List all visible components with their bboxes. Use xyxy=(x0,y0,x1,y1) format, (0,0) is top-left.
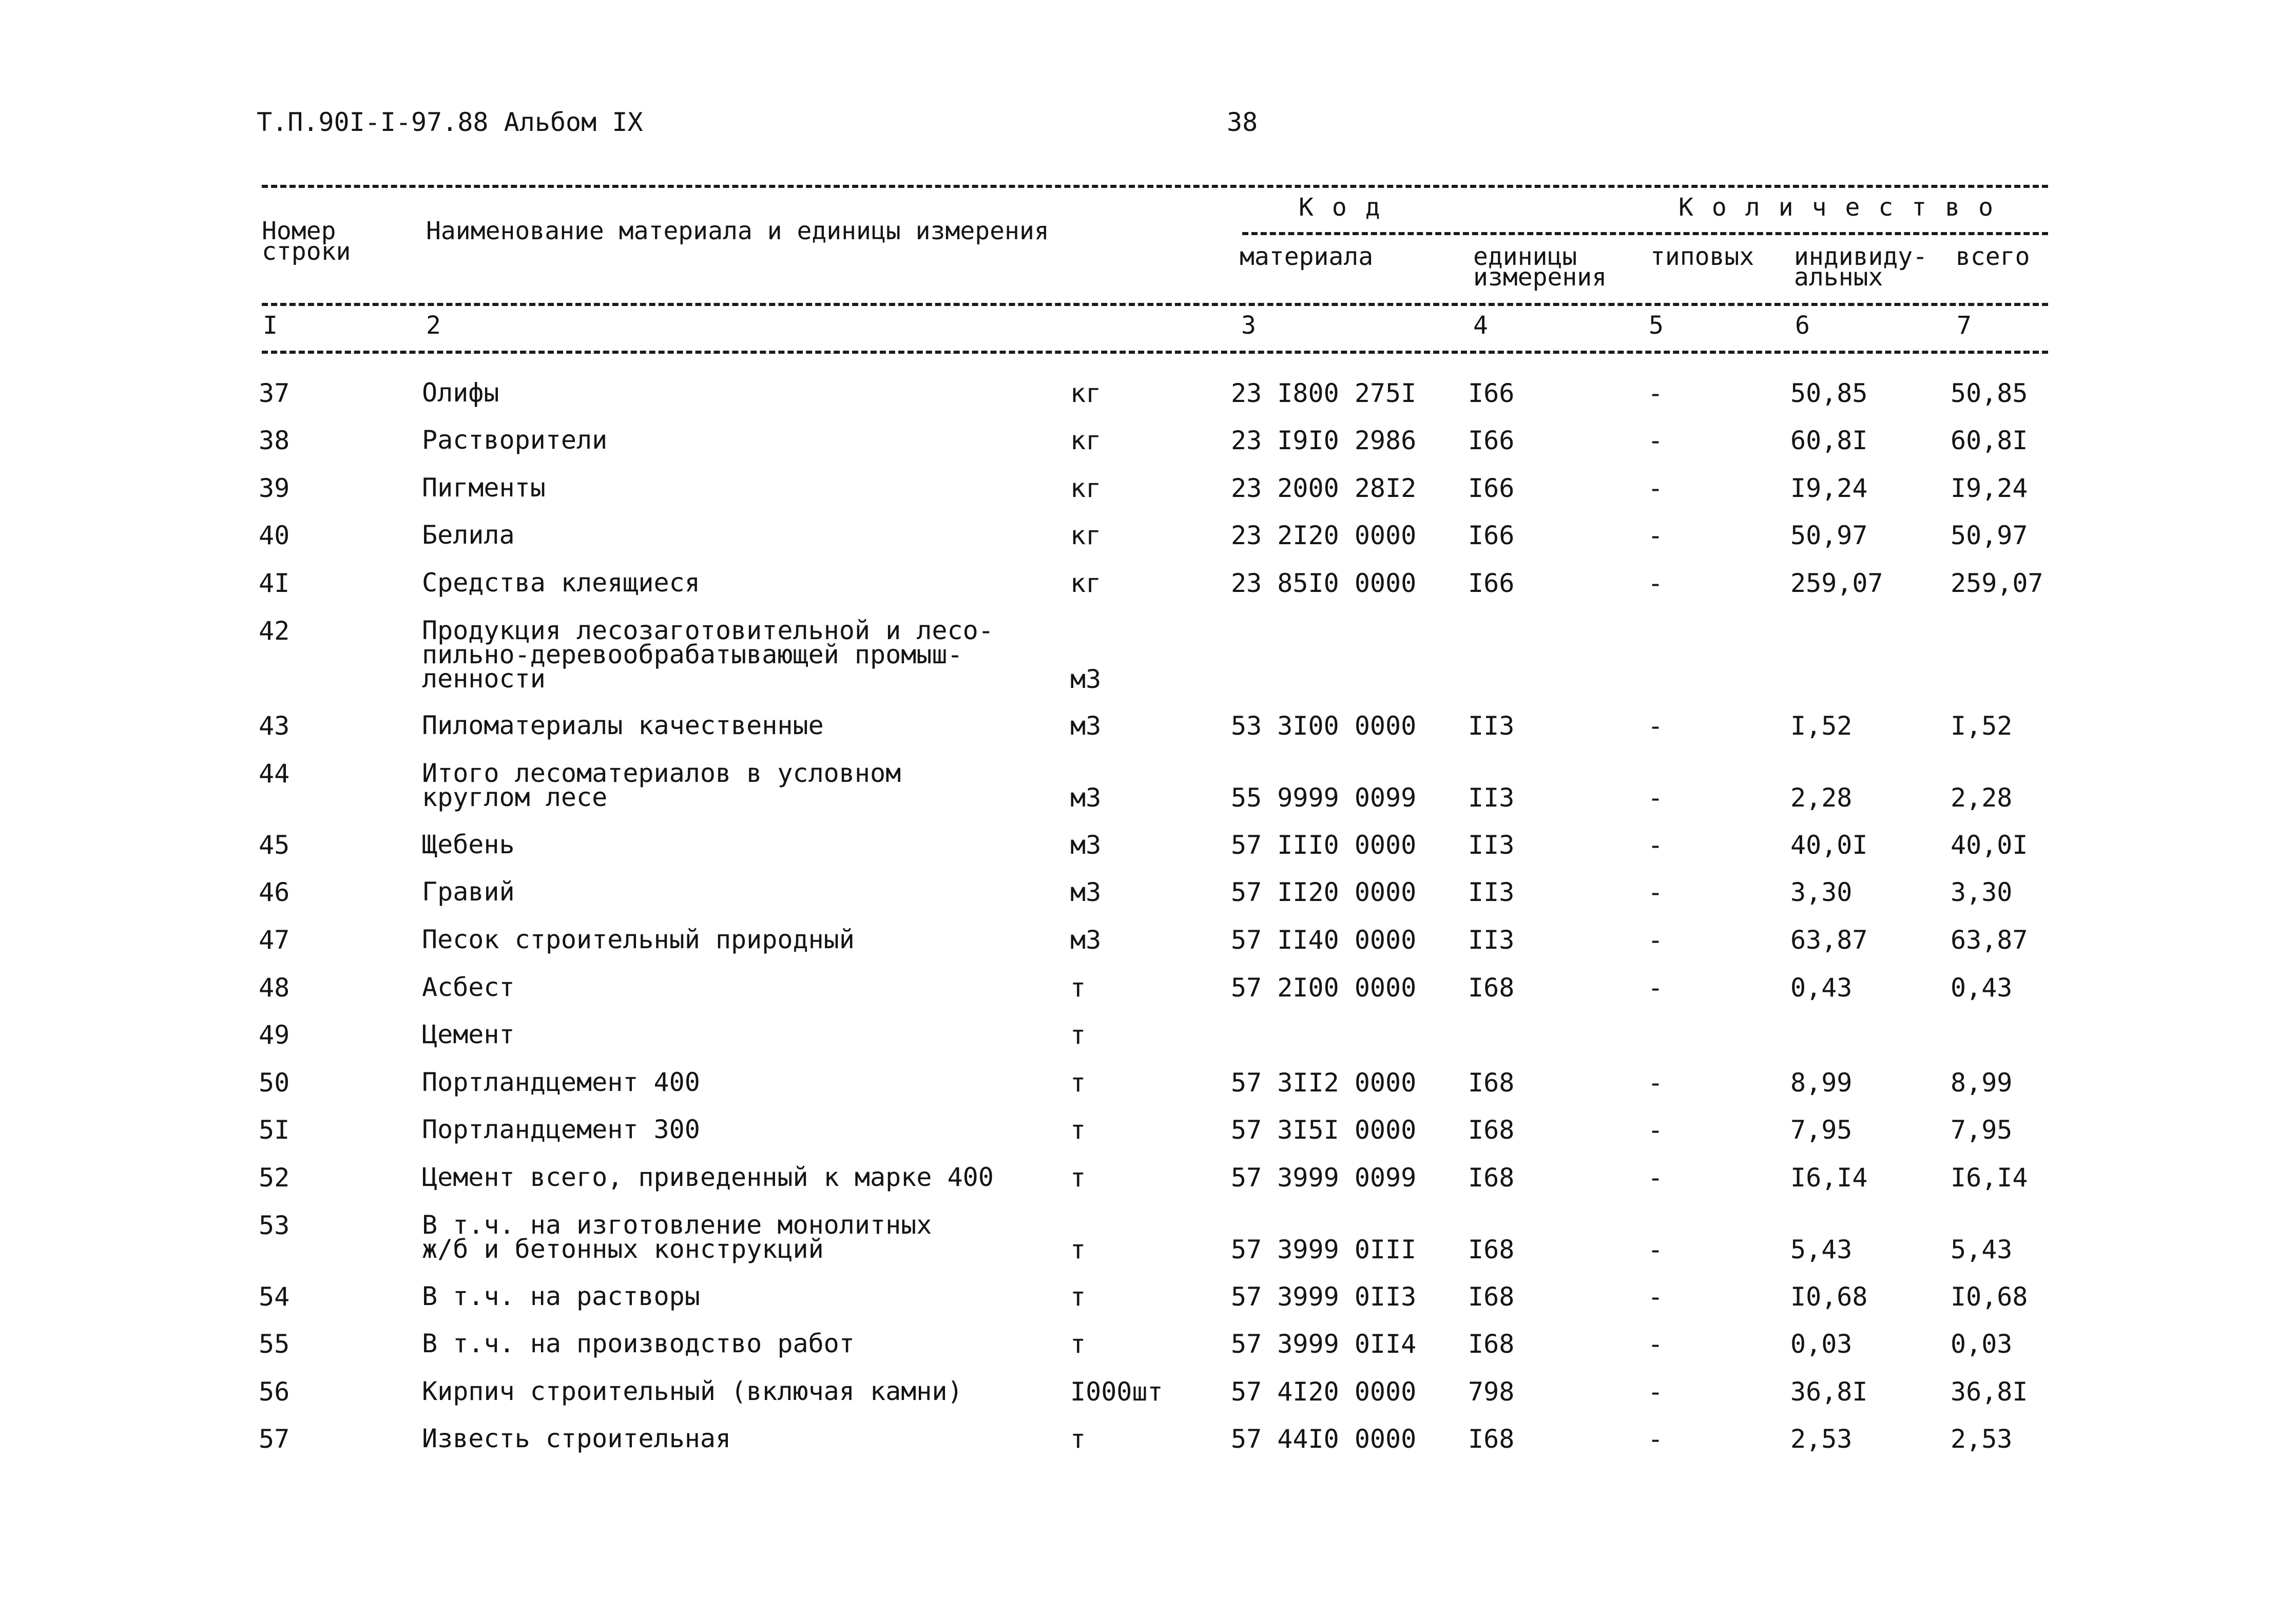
quantity-typical: - xyxy=(1648,877,1664,907)
material-name-line: Итого лесоматериалов в условном xyxy=(422,758,901,788)
material-name xyxy=(422,1329,855,1358)
unit-code: I68 xyxy=(1468,1282,1515,1312)
unit-code: I68 xyxy=(1468,1329,1515,1359)
row-number: 52 xyxy=(259,1163,290,1193)
quantity-total: 2,53 xyxy=(1951,1424,2013,1454)
quantity-typical: - xyxy=(1648,1163,1664,1193)
material-code: 57 III0 0000 xyxy=(1231,830,1417,860)
unit-of-measure: м3 xyxy=(1070,783,1102,813)
quantity-individual: 40,0I xyxy=(1790,830,1868,860)
quantity-total: 7,95 xyxy=(1951,1115,2013,1145)
quantity-individual: 5,43 xyxy=(1790,1235,1853,1264)
material-name xyxy=(422,1424,731,1453)
material-name xyxy=(422,1281,700,1311)
quantity-total: 36,8I xyxy=(1951,1377,2028,1407)
material-name-line: ленности xyxy=(422,664,546,694)
material-name-line: Средства клеящиеся xyxy=(422,568,700,598)
header-quantity-group: Количество xyxy=(1678,193,2012,222)
quantity-total: 2,28 xyxy=(1951,783,2013,813)
row-number: 57 xyxy=(259,1424,290,1454)
quantity-total: 0,03 xyxy=(1951,1329,2013,1359)
header-unit-code-line1: единицы xyxy=(1473,242,1577,271)
material-name xyxy=(422,520,515,550)
quantity-typical: - xyxy=(1648,1329,1664,1359)
unit-code: II3 xyxy=(1468,783,1515,813)
quantity-individual: 0,03 xyxy=(1790,1329,1853,1359)
quantity-typical: - xyxy=(1648,973,1664,1003)
unit-of-measure: I000шт xyxy=(1070,1377,1163,1407)
material-name-line: Растворители xyxy=(422,425,608,455)
material-name-line: пильно-деревообрабатывающей промыш- xyxy=(422,640,963,669)
table-rule-subgroup xyxy=(1242,232,2048,235)
column-number-2: 2 xyxy=(426,311,441,340)
quantity-typical: - xyxy=(1648,783,1664,813)
material-code: 55 9999 0099 xyxy=(1231,783,1417,813)
unit-of-measure: м3 xyxy=(1070,925,1102,955)
quantity-typical: - xyxy=(1648,1235,1664,1264)
unit-code: II3 xyxy=(1468,877,1515,907)
unit-code: I66 xyxy=(1468,568,1515,598)
unit-of-measure: м3 xyxy=(1070,711,1102,741)
unit-code: I68 xyxy=(1468,1235,1515,1264)
unit-code: 798 xyxy=(1468,1377,1515,1407)
unit-of-measure: т xyxy=(1070,1424,1086,1454)
material-name-line: Пиломатериалы качественные xyxy=(422,711,824,740)
material-name xyxy=(422,378,499,408)
quantity-total: I9,24 xyxy=(1951,473,2028,503)
material-name-line: Продукция лесозаготовительной и лесо- xyxy=(422,616,994,645)
unit-code: I68 xyxy=(1468,1424,1515,1454)
quantity-typical: - xyxy=(1648,378,1664,408)
unit-of-measure: т xyxy=(1070,1282,1086,1312)
column-number-1: I xyxy=(263,311,278,340)
page-number: 38 xyxy=(1227,107,1258,137)
material-code: 57 3I5I 0000 xyxy=(1231,1115,1417,1145)
material-code: 57 3999 0II3 xyxy=(1231,1282,1417,1312)
quantity-typical: - xyxy=(1648,521,1664,550)
unit-of-measure: т xyxy=(1070,1068,1086,1098)
quantity-total: 60,8I xyxy=(1951,426,2028,455)
unit-code: I66 xyxy=(1468,521,1515,550)
quantity-total: 50,97 xyxy=(1951,521,2028,550)
quantity-individual: 2,53 xyxy=(1790,1424,1853,1454)
material-name xyxy=(422,877,515,907)
quantity-total: 8,99 xyxy=(1951,1068,2013,1098)
header-row-number-line2: строки xyxy=(262,237,351,266)
material-name-line: Щебень xyxy=(422,830,515,859)
row-number: 54 xyxy=(259,1282,290,1312)
row-number: 44 xyxy=(259,759,290,789)
quantity-individual: 2,28 xyxy=(1790,783,1853,813)
material-name xyxy=(422,1376,963,1406)
row-number: 48 xyxy=(259,973,290,1003)
material-name-line: Известь строительная xyxy=(422,1424,731,1453)
material-name xyxy=(422,473,546,503)
quantity-total: 50,85 xyxy=(1951,378,2028,408)
unit-code: I68 xyxy=(1468,973,1515,1003)
quantity-individual: I0,68 xyxy=(1790,1282,1868,1312)
material-name xyxy=(422,758,901,812)
quantity-total: I,52 xyxy=(1951,711,2013,741)
unit-of-measure: т xyxy=(1070,1115,1086,1145)
row-number: 38 xyxy=(259,426,290,455)
material-code: 23 2000 28I2 xyxy=(1231,473,1417,503)
row-number: 55 xyxy=(259,1329,290,1359)
row-number: 46 xyxy=(259,877,290,907)
material-name xyxy=(422,616,994,694)
material-name xyxy=(422,1067,700,1097)
quantity-individual: 36,8I xyxy=(1790,1377,1868,1407)
header-material: материала xyxy=(1240,242,1374,271)
header-name: Наименование материала и единицы измерения xyxy=(426,217,1049,245)
quantity-typical: - xyxy=(1648,925,1664,955)
material-code: 23 I800 275I xyxy=(1231,378,1417,408)
row-number: 49 xyxy=(259,1020,290,1050)
quantity-typical: - xyxy=(1648,830,1664,860)
material-code: 57 3II2 0000 xyxy=(1231,1068,1417,1098)
quantity-total: 63,87 xyxy=(1951,925,2028,955)
unit-code: I68 xyxy=(1468,1068,1515,1098)
quantity-typical: - xyxy=(1648,568,1664,598)
material-code: 57 3999 0III xyxy=(1231,1235,1417,1264)
column-number-5: 5 xyxy=(1649,311,1664,340)
unit-of-measure: т xyxy=(1070,1020,1086,1050)
table-rule-body-top xyxy=(262,351,2048,354)
unit-of-measure: кг xyxy=(1070,521,1102,550)
quantity-individual: 7,95 xyxy=(1790,1115,1853,1145)
material-name-line: Цемент всего, приведенный к марке 400 xyxy=(422,1162,994,1192)
table-rule-header-bottom xyxy=(262,303,2048,306)
unit-code: I66 xyxy=(1468,473,1515,503)
quantity-individual: 63,87 xyxy=(1790,925,1868,955)
material-name-line: Пигменты xyxy=(422,473,546,503)
quantity-individual: 0,43 xyxy=(1790,973,1853,1003)
material-name-line: Гравий xyxy=(422,877,515,907)
quantity-typical: - xyxy=(1648,426,1664,455)
unit-code: I66 xyxy=(1468,426,1515,455)
quantity-individual: 50,85 xyxy=(1790,378,1868,408)
column-number-7: 7 xyxy=(1957,311,1972,340)
material-code: 23 85I0 0000 xyxy=(1231,568,1417,598)
unit-of-measure: м3 xyxy=(1070,830,1102,860)
quantity-individual: I6,I4 xyxy=(1790,1163,1868,1193)
material-code: 23 I9I0 2986 xyxy=(1231,426,1417,455)
material-name-line: В т.ч. на растворы xyxy=(422,1281,700,1311)
row-number: 5I xyxy=(259,1115,290,1145)
material-code: 57 44I0 0000 xyxy=(1231,1424,1417,1454)
header-code-group: Код xyxy=(1299,193,1399,222)
header-individual-line1: индивиду- xyxy=(1794,242,1928,271)
material-code: 57 II20 0000 xyxy=(1231,877,1417,907)
quantity-typical: - xyxy=(1648,711,1664,741)
material-name xyxy=(422,1210,932,1264)
material-code: 57 II40 0000 xyxy=(1231,925,1417,955)
table-rule-top xyxy=(262,185,2048,188)
quantity-total: 40,0I xyxy=(1951,830,2028,860)
unit-of-measure: т xyxy=(1070,1235,1086,1264)
material-name-line: ж/б и бетонных конструкций xyxy=(422,1234,824,1264)
material-name-line: Кирпич строительный (включая камни) xyxy=(422,1376,963,1406)
unit-of-measure: т xyxy=(1070,1163,1086,1193)
quantity-total: I0,68 xyxy=(1951,1282,2028,1312)
quantity-individual: 8,99 xyxy=(1790,1068,1853,1098)
quantity-typical: - xyxy=(1648,1282,1664,1312)
row-number: 50 xyxy=(259,1068,290,1098)
material-name-line: Асбест xyxy=(422,972,515,1002)
material-name-line: В т.ч. на производство работ xyxy=(422,1329,855,1358)
unit-code: II3 xyxy=(1468,925,1515,955)
header-row-number-line1: Номер xyxy=(262,217,336,245)
material-name-line: круглом лесе xyxy=(422,782,608,812)
material-name-line: В т.ч. на изготовление монолитных xyxy=(422,1210,932,1240)
unit-of-measure: т xyxy=(1070,973,1086,1003)
material-name xyxy=(422,425,608,455)
unit-code: I68 xyxy=(1468,1163,1515,1193)
row-number: 47 xyxy=(259,925,290,955)
unit-code: I66 xyxy=(1468,378,1515,408)
quantity-total: I6,I4 xyxy=(1951,1163,2028,1193)
quantity-individual: I,52 xyxy=(1790,711,1853,741)
unit-of-measure: кг xyxy=(1070,568,1102,598)
quantity-typical: - xyxy=(1648,1115,1664,1145)
material-name-line: Портландцемент 300 xyxy=(422,1115,700,1144)
material-name xyxy=(422,568,700,598)
material-name xyxy=(422,925,855,954)
material-code: 57 4I20 0000 xyxy=(1231,1377,1417,1407)
material-name-line: Олифы xyxy=(422,378,499,408)
column-number-6: 6 xyxy=(1795,311,1810,340)
quantity-individual: 50,97 xyxy=(1790,521,1868,550)
unit-code: II3 xyxy=(1468,711,1515,741)
header-total: всего xyxy=(1956,242,2030,271)
row-number: 37 xyxy=(259,378,290,408)
quantity-individual: 259,07 xyxy=(1790,568,1883,598)
quantity-total: 5,43 xyxy=(1951,1235,2013,1264)
row-number: 56 xyxy=(259,1377,290,1407)
material-name-line: Цемент xyxy=(422,1020,515,1049)
header-individual-line2: альных xyxy=(1794,263,1883,292)
quantity-typical: - xyxy=(1648,473,1664,503)
unit-of-measure: м3 xyxy=(1070,664,1102,694)
material-code: 53 3I00 0000 xyxy=(1231,711,1417,741)
material-name xyxy=(422,1162,994,1192)
unit-of-measure: т xyxy=(1070,1329,1086,1359)
material-name-line: Портландцемент 400 xyxy=(422,1067,700,1097)
quantity-individual: I9,24 xyxy=(1790,473,1868,503)
quantity-total: 259,07 xyxy=(1951,568,2043,598)
row-number: 43 xyxy=(259,711,290,741)
quantity-individual: 3,30 xyxy=(1790,877,1853,907)
material-name xyxy=(422,972,515,1002)
material-code: 57 3999 0099 xyxy=(1231,1163,1417,1193)
material-name xyxy=(422,711,824,740)
unit-code: II3 xyxy=(1468,830,1515,860)
material-name xyxy=(422,1020,515,1049)
row-number: 4I xyxy=(259,568,290,598)
column-number-4: 4 xyxy=(1473,311,1488,340)
header-typical: типовых xyxy=(1650,242,1754,271)
quantity-typical: - xyxy=(1648,1068,1664,1098)
row-number: 53 xyxy=(259,1211,290,1240)
material-name xyxy=(422,1115,700,1144)
document-title: Т.П.90I-I-97.88 Альбом IX xyxy=(257,107,643,137)
unit-of-measure: кг xyxy=(1070,473,1102,503)
material-code: 23 2I20 0000 xyxy=(1231,521,1417,550)
quantity-individual: 60,8I xyxy=(1790,426,1868,455)
unit-code: I68 xyxy=(1468,1115,1515,1145)
material-code: 57 3999 0II4 xyxy=(1231,1329,1417,1359)
material-name-line: Белила xyxy=(422,520,515,550)
quantity-typical: - xyxy=(1648,1377,1664,1407)
material-code: 57 2I00 0000 xyxy=(1231,973,1417,1003)
row-number: 40 xyxy=(259,521,290,550)
row-number: 42 xyxy=(259,616,290,646)
material-name xyxy=(422,830,515,859)
column-number-3: 3 xyxy=(1241,311,1256,340)
unit-of-measure: кг xyxy=(1070,426,1102,455)
quantity-typical: - xyxy=(1648,1424,1664,1454)
unit-of-measure: кг xyxy=(1070,378,1102,408)
row-number: 45 xyxy=(259,830,290,860)
quantity-total: 0,43 xyxy=(1951,973,2013,1003)
material-name-line: Песок строительный природный xyxy=(422,925,855,954)
unit-of-measure: м3 xyxy=(1070,877,1102,907)
row-number: 39 xyxy=(259,473,290,503)
quantity-total: 3,30 xyxy=(1951,877,2013,907)
header-unit-code-line2: измерения xyxy=(1473,263,1607,292)
